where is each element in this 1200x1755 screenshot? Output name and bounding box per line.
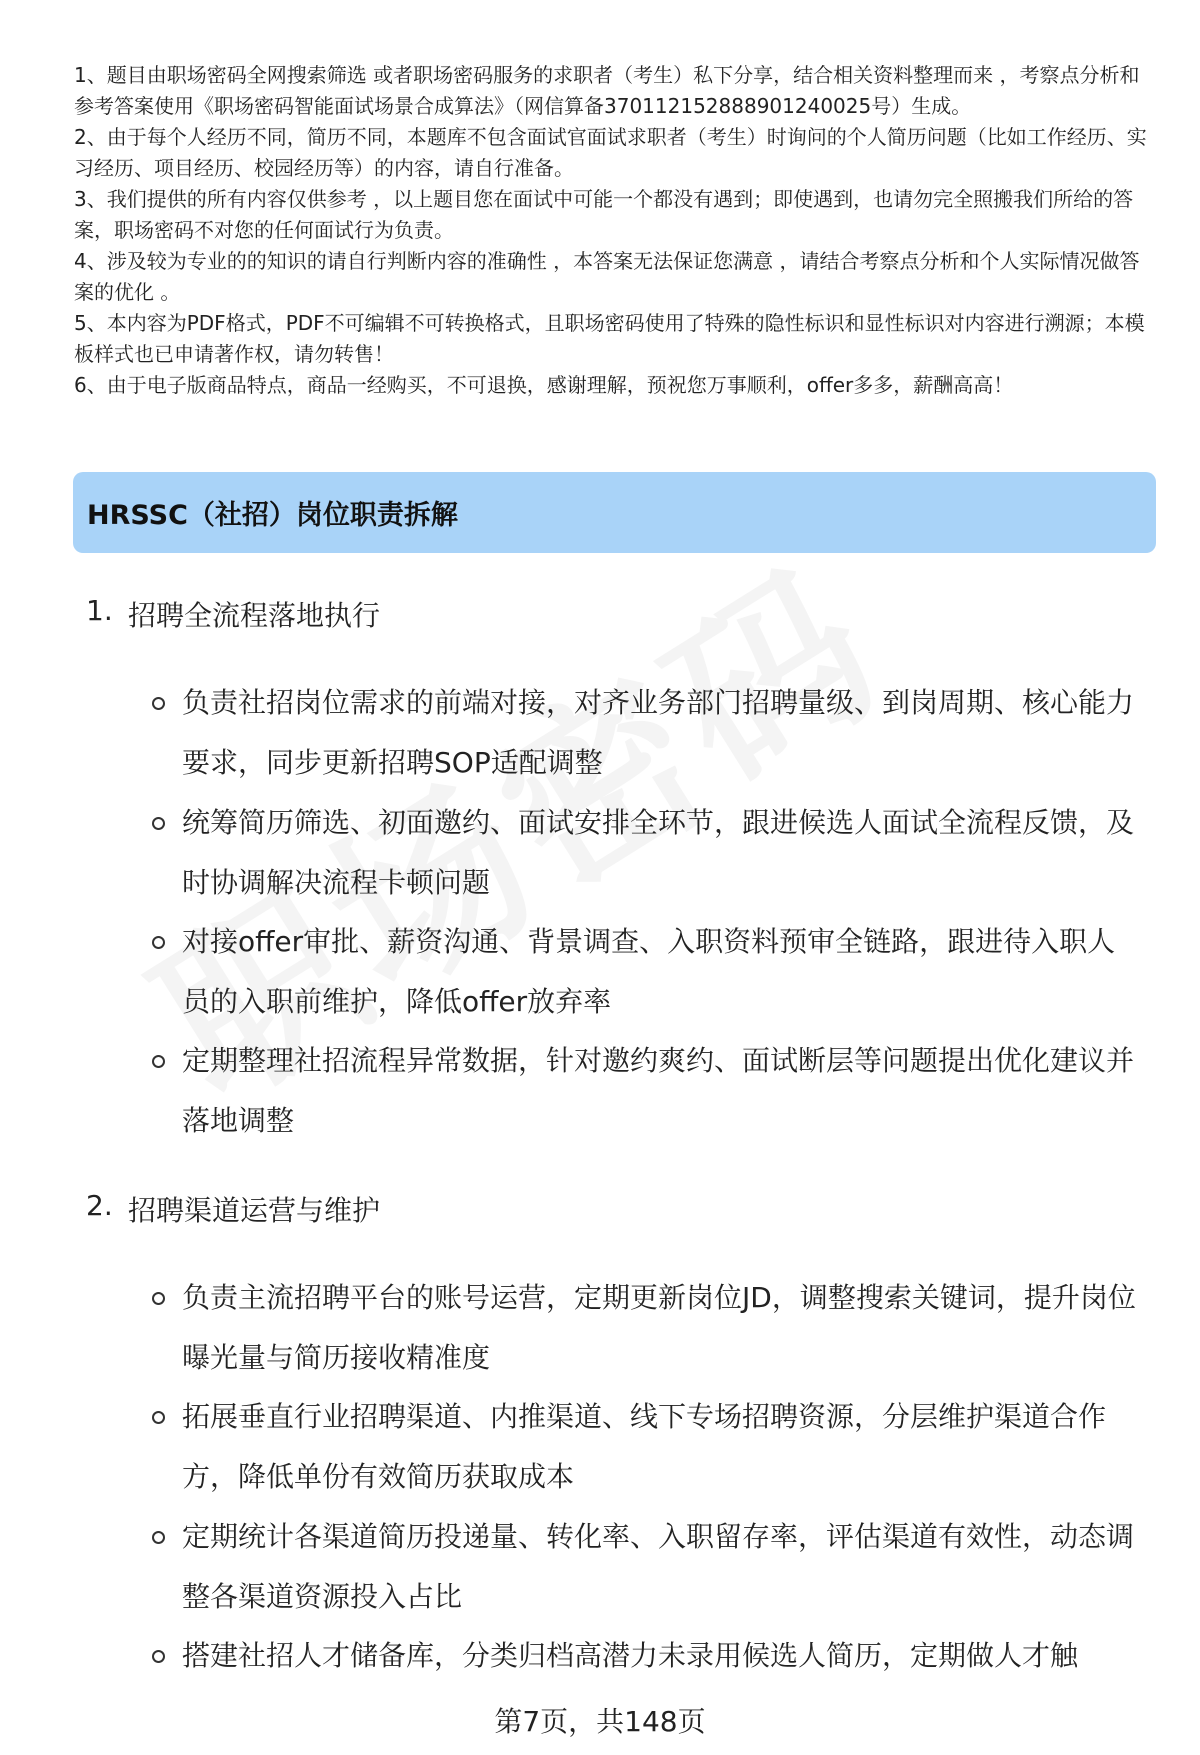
list-item bbox=[152, 1507, 1152, 1627]
duty-number: 1. bbox=[86, 594, 113, 627]
list-item-text: 定期统计各渠道简历投递量、转化率、入职留存率，评估渠道有效性，动态调整各渠道资源投入占比 bbox=[182, 1520, 1135, 1613]
bullet-circle-icon bbox=[152, 817, 165, 830]
disclaimer-line-4: 4、涉及较为专业的的知识的请自行判断内容的准确性 ，本答案无法保证您满意 ，请结合考察点分析和个人实际情况做答案的优化 。 bbox=[74, 249, 1140, 304]
duty-heading-text: 招聘全流程落地执行 bbox=[128, 599, 381, 632]
list-item bbox=[152, 673, 1152, 793]
bullet-circle-icon bbox=[152, 1411, 165, 1424]
disclaimer-line-2: 2、由于每个人经历不同，简历不同，本题库不包含面试官面试求职者（考生）时询问的个人简历问题（比如工作经历、实习经历、项目经历、校园经历等）的内容，请自行准备。 bbox=[74, 125, 1147, 180]
list-item bbox=[152, 1626, 1152, 1686]
bullet-circle-icon bbox=[152, 1531, 165, 1544]
section-title: HRSSC（社招）岗位职责拆解 bbox=[87, 500, 458, 531]
disclaimer-line-5: 5、本内容为PDF格式，PDF不可编辑不可转换格式，且职场密码使用了特殊的隐性标识和显性标识对内容进行溯源；本模板样式也已申请著作权，请勿转售！ bbox=[74, 311, 1145, 366]
bullet-circle-icon bbox=[152, 697, 165, 710]
page-footer: 第7页，共148页 bbox=[494, 1705, 706, 1738]
list-item bbox=[152, 1031, 1152, 1151]
section-header bbox=[73, 472, 1156, 553]
bullet-circle-icon bbox=[152, 936, 165, 949]
list-item bbox=[152, 1387, 1152, 1507]
disclaimer-block bbox=[74, 60, 1154, 401]
list-item-text: 拓展垂直行业招聘渠道、内推渠道、线下专场招聘资源，分层维护渠道合作方，降低单份有效简历获取成本 bbox=[182, 1400, 1107, 1493]
disclaimer-line-6: 6、由于电子版商品特点，商品一经购买，不可退换，感谢理解，预祝您万事顺利，offer多多，薪酬高高！ bbox=[74, 373, 1014, 397]
duty-heading-text: 招聘渠道运营与维护 bbox=[128, 1194, 381, 1227]
list-item-text: 对接offer审批、薪资沟通、背景调查、入职资料预审全链路，跟进待入职人员的入职前维护，降低offer放弃率 bbox=[182, 925, 1116, 1018]
disclaimer-line-3: 3、我们提供的所有内容仅供参考 ，以上题目您在面试中可能一个都没有遇到；即使遇到，也请勿完全照搬我们所给的答案，职场密码不对您的任何面试行为负责。 bbox=[74, 187, 1134, 242]
list-item-text: 负责主流招聘平台的账号运营，定期更新岗位JD，调整搜索关键词，提升岗位曝光量与简历接收精准度 bbox=[182, 1281, 1136, 1374]
duty-heading-1 bbox=[86, 594, 380, 634]
bullet-circle-icon bbox=[152, 1292, 165, 1305]
list-item bbox=[152, 912, 1152, 1032]
bullet-circle-icon bbox=[152, 1055, 165, 1068]
list-item-text: 定期整理社招流程异常数据，针对邀约爽约、面试断层等问题提出优化建议并落地调整 bbox=[182, 1044, 1135, 1137]
duty-number: 2. bbox=[86, 1189, 113, 1222]
list-item bbox=[152, 1268, 1152, 1388]
list-item-text: 统筹简历筛选、初面邀约、面试安排全环节，跟进候选人面试全流程反馈，及时协调解决流程卡顿问题 bbox=[182, 806, 1135, 899]
disclaimer-line-1: 1、题目由职场密码全网搜索筛选 或者职场密码服务的求职者（考生）私下分享，结合相关资料整理而来 ，考察点分析和参考答案使用《职场密码智能面试场景合成算法》（网信算备370112152888901240025号）生成。 bbox=[74, 63, 1140, 118]
list-item-text: 负责社招岗位需求的前端对接，对齐业务部门招聘量级、到岗周期、核心能力要求，同步更新招聘SOP适配调整 bbox=[182, 686, 1135, 779]
duty-heading-2 bbox=[86, 1189, 380, 1229]
list-item-text: 搭建社招人才储备库，分类归档高潜力未录用候选人简历，定期做人才触 bbox=[182, 1639, 1079, 1672]
list-item bbox=[152, 793, 1152, 913]
bullet-circle-icon bbox=[152, 1650, 165, 1663]
